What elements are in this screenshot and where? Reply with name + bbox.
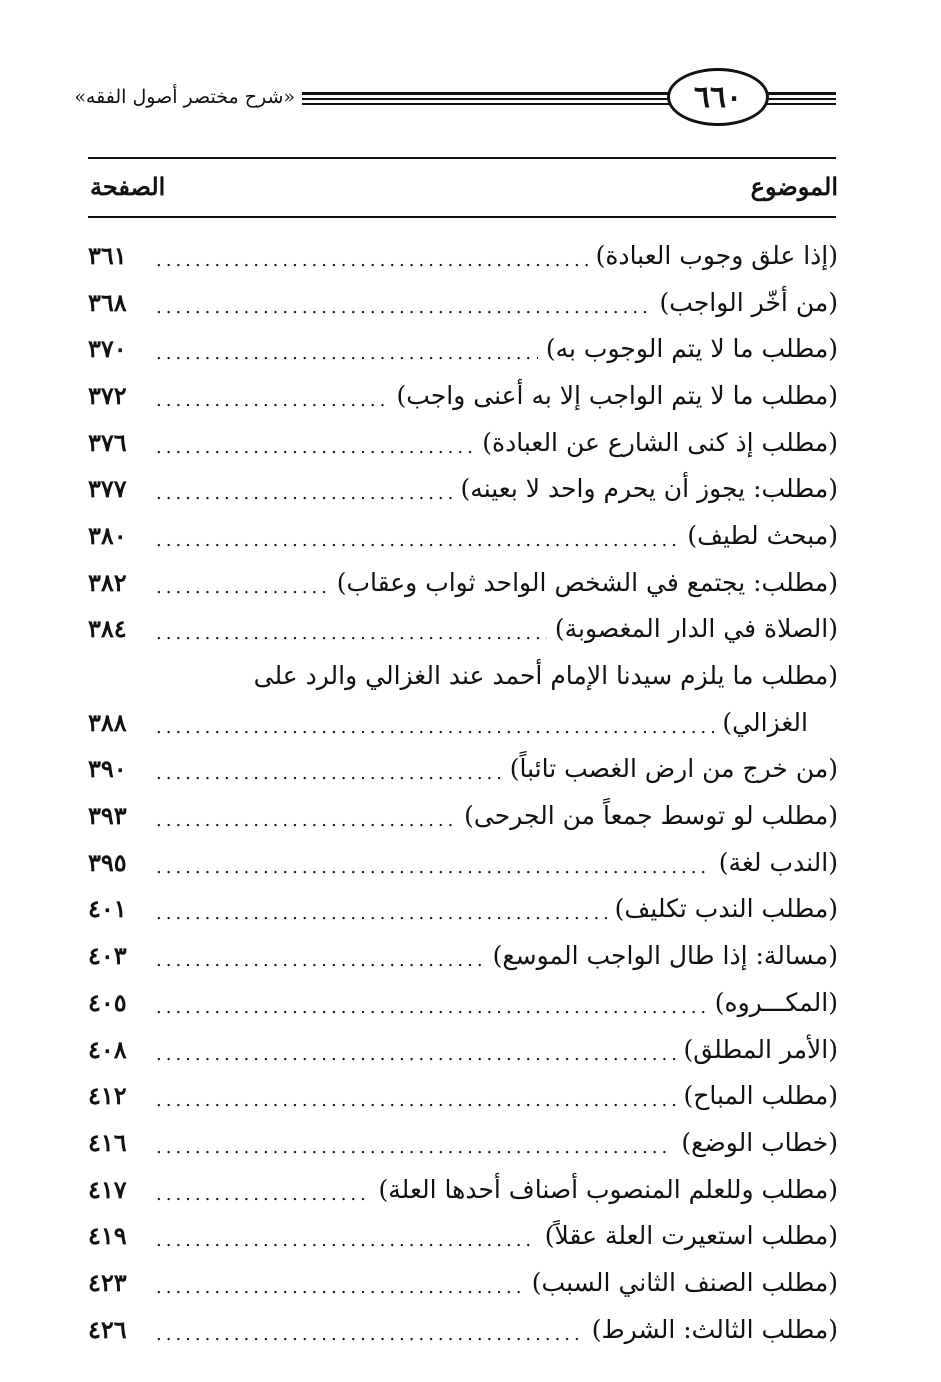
toc-entry-title: (مطلب المباح) (683, 1081, 838, 1111)
toc-entry (88, 1166, 838, 1213)
toc-entry (88, 279, 838, 326)
toc-entry-page: ٣٧٠ (88, 334, 127, 364)
toc-entry-title: (مطلب ما لا يتم الواجب إلا به أعنى واجب) (396, 380, 838, 410)
toc-entry-page: ٣٨٢ (88, 567, 127, 597)
toc-entry (88, 839, 838, 886)
toc-entry (88, 932, 838, 979)
toc-entry-page: ٤٠٥ (88, 987, 127, 1017)
dot-leader (150, 1230, 537, 1251)
header-rule-left (302, 92, 672, 106)
toc-entry-title: (مطلب الصنف الثاني السبب) (531, 1267, 838, 1297)
toc-entry (88, 746, 838, 793)
page-number-badge: ٦٦٠ (667, 68, 769, 126)
toc-entry (88, 1259, 838, 1306)
dot-leader (150, 1277, 524, 1298)
toc-entry-page: ٣٩٠ (88, 754, 127, 784)
toc-entry-title: (الصلاة في الدار المغصوبة) (554, 614, 838, 644)
dot-leader (150, 997, 707, 1018)
dot-leader (150, 1090, 676, 1111)
toc-entry-title: (المكـــروه) (714, 987, 838, 1017)
toc-entry (88, 699, 838, 746)
toc-entry-page: ٣٧٧ (88, 474, 127, 504)
dot-leader (150, 250, 588, 271)
toc-entry (88, 1026, 838, 1073)
toc-entry (88, 465, 838, 512)
toc-entry-page: ٤٠٨ (88, 1034, 127, 1064)
header-rule-right (760, 92, 836, 106)
dot-leader (150, 483, 453, 504)
toc-entry-title: (مبحث لطيف) (687, 520, 838, 550)
toc-entry-page: ٣٨٨ (88, 707, 127, 737)
toc-entry-page: ٤٢٣ (88, 1267, 127, 1297)
toc-entry (88, 1212, 838, 1259)
toc-entry-title: (إذا علق وجوب العبادة) (595, 240, 838, 270)
dot-leader (150, 297, 652, 318)
dot-leader (150, 1324, 584, 1345)
header-divider (88, 157, 836, 159)
toc-entry-title: (مطلب الندب تكليف) (614, 894, 838, 924)
toc-entry-page: ٤١٩ (88, 1221, 127, 1251)
toc-entry (88, 372, 838, 419)
toc-entry (88, 559, 838, 606)
toc-entry (88, 232, 838, 279)
toc-entry (88, 1119, 838, 1166)
toc-entry (88, 652, 838, 699)
toc-entry-title: (من أخّر الواجب) (659, 287, 838, 317)
toc-entry-page: ٣٨٠ (88, 520, 127, 550)
dot-leader (150, 530, 679, 551)
toc-entry (88, 792, 838, 839)
toc-entry-page: ٤٠١ (88, 894, 127, 924)
toc-entry-page: ٣٧٢ (88, 380, 127, 410)
dot-leader (150, 903, 607, 924)
dot-leader (150, 437, 474, 458)
dot-leader (150, 1137, 673, 1158)
dot-leader (150, 717, 714, 738)
toc-entry-title: (الندب لغة) (718, 847, 838, 877)
toc-entry-title: (الأمر المطلق) (683, 1034, 838, 1064)
dot-leader (150, 950, 485, 971)
toc-entry-title: (مطلب إذ كنى الشارع عن العبادة) (482, 427, 838, 457)
running-header (74, 64, 850, 134)
dot-leader (150, 577, 329, 598)
book-title: «شرح مختصر أصول الفقه» (74, 86, 295, 108)
toc-entry-page: ٤١٦ (88, 1127, 127, 1157)
toc-entry (88, 419, 838, 466)
toc-entry-page: ٣٨٤ (88, 614, 127, 644)
dot-leader (150, 1044, 676, 1065)
toc-entry-title: (مطلب الثالث: الشرط) (591, 1314, 838, 1344)
column-heading-page: الصفحة (90, 172, 166, 201)
toc-entry-title: (من خرج من ارض الغصب تائباً) (509, 754, 838, 784)
toc-entry-page: ٤٢٦ (88, 1314, 127, 1344)
toc-entry-title: (مسالة: إذا طال الواجب الموسع) (492, 941, 838, 971)
toc-entry-page: ٣٩٣ (88, 801, 127, 831)
table-of-contents (88, 232, 838, 1353)
toc-entry (88, 886, 838, 933)
dot-leader (150, 623, 547, 644)
toc-entry-page: ٣٧٦ (88, 427, 127, 457)
dot-leader (150, 1184, 371, 1205)
column-heading-topic: الموضوع (750, 172, 838, 201)
dot-leader (150, 857, 711, 878)
toc-entry (88, 512, 838, 559)
toc-entry-title: (مطلب ما لا يتم الوجوب به) (545, 334, 838, 364)
toc-entry-page: ٤٠٣ (88, 941, 127, 971)
toc-entry-title: (مطلب استعيرت العلة عقلاً) (544, 1221, 838, 1251)
toc-entry (88, 1306, 838, 1353)
toc-entry-title: الغزالي) (722, 707, 808, 737)
dot-leader (150, 810, 456, 831)
toc-entry-page: ٤١٧ (88, 1174, 127, 1204)
toc-entry (88, 606, 838, 653)
toc-entry-title: (مطلب: يجتمع في الشخص الواحد ثواب وعقاب) (336, 567, 838, 597)
toc-entry-title: (مطلب لو توسط جمعاً من الجرحى) (464, 801, 838, 831)
toc-entry (88, 1072, 838, 1119)
toc-entry-page: ٣٦١ (88, 240, 127, 270)
toc-entry-page: ٣٦٨ (88, 287, 127, 317)
toc-entry-page: ٣٩٥ (88, 847, 127, 877)
toc-entry-title: (مطلب وللعلم المنصوب أصناف أحدها العلة) (378, 1174, 838, 1204)
toc-entry (88, 979, 838, 1026)
toc-entry-page: ٤١٢ (88, 1081, 127, 1111)
toc-entry-title: (مطلب ما يلزم سيدنا الإمام أحمد عند الغزالي والرد على (253, 661, 838, 691)
toc-entry-title: (مطلب: يجوز أن يحرم واحد لا بعينه) (460, 474, 838, 504)
dot-leader (150, 343, 538, 364)
dot-leader (150, 763, 502, 784)
column-heading-divider (88, 216, 836, 218)
toc-entry (88, 325, 838, 372)
dot-leader (150, 390, 389, 411)
toc-entry-title: (خطاب الوضع) (681, 1127, 838, 1157)
